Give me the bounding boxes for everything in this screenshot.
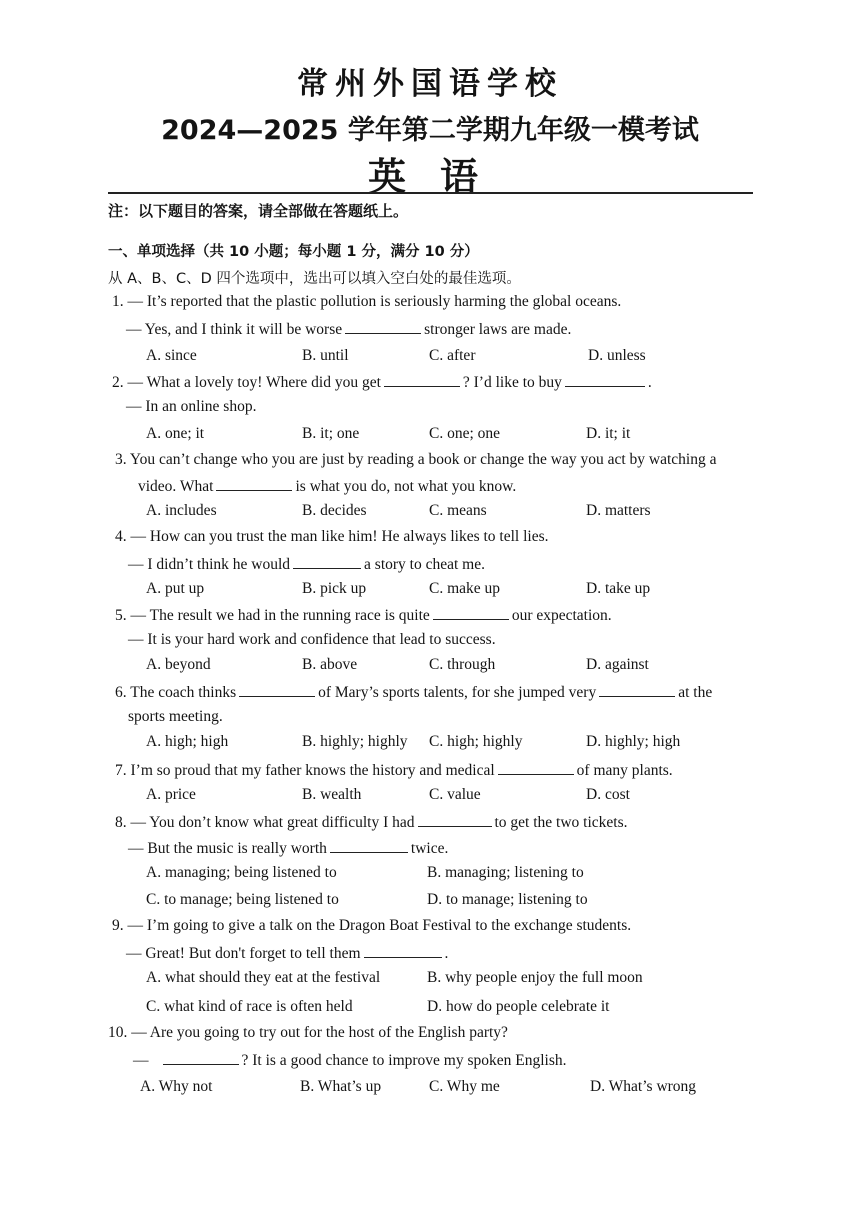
q4-stem: 4. — How can you trust the man like him! He always likes to tell lies.: [115, 528, 549, 545]
q6-stem-cont: sports meeting.: [128, 708, 223, 725]
q7-option-d: D. cost: [586, 786, 630, 803]
exam-title: 2024—2025 学年第二学期九年级一模考试: [161, 115, 699, 146]
q1-line1-text: 1. — It’s reported that the plastic pollution is seriously harming the global oceans.: [112, 293, 622, 310]
q8-line2-after: twice.: [410, 840, 449, 857]
q5-option-d: D. against: [586, 656, 649, 673]
q3-line2-after: is what you do, not what you know.: [295, 478, 517, 495]
q8-line1-text: 8. — You don’t know what great difficulty I had: [115, 814, 415, 831]
q4-option-b: B. pick up: [302, 580, 367, 597]
q10-line2-dash: —: [133, 1052, 149, 1069]
q8-line1-after: to get the two tickets.: [494, 814, 628, 831]
q7-stem: [115, 760, 673, 780]
q4-option-d: D. take up: [586, 580, 651, 597]
q5-line1-after: our expectation.: [511, 607, 612, 624]
q9-blank: [364, 943, 442, 958]
q7-option-b: B. wealth: [302, 786, 362, 803]
q6-option-d: D. highly; high: [586, 733, 681, 750]
q6-option-c: C. high; highly: [429, 733, 523, 750]
q5-line1-text: 5. — The result we had in the running race is quite: [115, 607, 430, 624]
q1-reply: [126, 319, 571, 339]
q6-blank-2: [599, 682, 675, 697]
q9-reply: [126, 943, 448, 963]
q6-line1-after: of Mary’s sports talents, for she jumped very: [318, 684, 597, 701]
q8-option-b: B. managing; listening to: [427, 864, 584, 881]
q10-option-d: D. What’s wrong: [590, 1078, 697, 1095]
q6-line1-text: 6. The coach thinks: [115, 684, 237, 701]
q3-stem-cont: [138, 476, 516, 496]
section-instruction: 从 A、B、C、D 四个选项中，选出可以填入空白处的最佳选项。: [108, 271, 521, 287]
q8-blank-2: [330, 838, 408, 853]
q3-line2-text: video. What: [138, 478, 214, 495]
q1-line2-after: stronger laws are made.: [424, 321, 572, 338]
q4-option-a: A. put up: [146, 580, 205, 597]
q5-option-a: A. beyond: [146, 656, 211, 673]
q8-stem: [115, 812, 628, 832]
q7-line1-text: 7. I’m so proud that my father knows the history and medical: [115, 762, 495, 779]
q2-stem: [112, 372, 652, 392]
q2-option-b: B. it; one: [302, 425, 360, 442]
q3-stem: 3. You can’t change who you are just by reading a book or change the way you act by watching a: [115, 451, 717, 468]
q2-reply: — In an online shop.: [126, 398, 257, 415]
q6-stem: [115, 682, 712, 702]
school-name: 常州外国语学校: [297, 66, 563, 102]
q4-line2-text: — I didn’t think he would: [128, 556, 291, 573]
q1-stem: [112, 293, 621, 311]
q9-option-b: B. why people enjoy the full moon: [427, 969, 643, 986]
q7-option-c: C. value: [429, 786, 481, 803]
q10-blank: [163, 1050, 239, 1065]
q1-line2-text: — Yes, and I think it will be worse: [126, 321, 343, 338]
answer-note: 注：以下题目的答案，请全部做在答题纸上。: [108, 202, 409, 220]
q1-option-b: B. until: [302, 347, 349, 364]
q5-reply: — It is your hard work and confidence that lead to success.: [128, 631, 496, 648]
q3-option-d: D. matters: [586, 502, 651, 519]
q7-line1-after: of many plants.: [576, 762, 673, 779]
q1-option-d: D. unless: [588, 347, 646, 364]
q4-reply: [128, 554, 485, 574]
q5-option-b: B. above: [302, 656, 358, 673]
q10-reply: [133, 1050, 567, 1070]
q2-option-c: C. one; one: [429, 425, 501, 442]
q9-stem: 9. — I’m going to give a talk on the Dragon Boat Festival to the exchange students.: [112, 917, 632, 934]
q2-line1-text: 2. — What a lovely toy! Where did you get: [112, 374, 381, 391]
q2-line1-end: .: [647, 374, 652, 391]
q10-option-a: A. Why not: [140, 1078, 213, 1095]
q1-option-a: A. since: [146, 347, 197, 364]
q4-blank: [293, 554, 361, 569]
q6-option-b: B. highly; highly: [302, 733, 408, 750]
q4-line2-after: a story to cheat me.: [364, 556, 485, 573]
q6-line1-end: at the: [678, 684, 713, 701]
q3-option-a: A. includes: [146, 502, 217, 519]
q9-line2-after: .: [444, 945, 449, 962]
q8-blank-1: [418, 812, 492, 827]
q10-option-c: C. Why me: [429, 1078, 500, 1095]
q2-line1-after: ? I’d like to buy: [462, 374, 562, 391]
q2-blank-1: [384, 372, 460, 387]
q5-blank: [433, 605, 509, 620]
subject-title: 英语: [367, 155, 512, 199]
q3-blank: [216, 476, 292, 491]
q8-reply: [128, 838, 448, 858]
q9-option-a: A. what should they eat at the festival: [146, 969, 381, 986]
q7-option-a: A. price: [146, 786, 196, 803]
q8-line2-text: — But the music is really worth: [128, 840, 327, 857]
q5-option-c: C. through: [429, 656, 496, 673]
q3-option-c: C. means: [429, 502, 487, 519]
q1-blank: [345, 319, 421, 334]
header-divider: [108, 192, 753, 194]
q7-blank: [498, 760, 574, 775]
q10-option-b: B. What’s up: [300, 1078, 382, 1095]
q3-option-b: B. decides: [302, 502, 367, 519]
q9-option-d: D. how do people celebrate it: [427, 998, 610, 1015]
q8-option-c: C. to manage; being listened to: [146, 891, 339, 908]
q10-line2-after: ? It is a good chance to improve my spoken English.: [241, 1052, 567, 1069]
q1-option-c: C. after: [429, 347, 476, 364]
q5-stem: [115, 605, 612, 625]
section-title: 一、单项选择（共 10 小题；每小题 1 分，满分 10 分）: [108, 244, 479, 260]
q8-option-d: D. to manage; listening to: [427, 891, 588, 908]
q6-blank-1: [239, 682, 315, 697]
q4-option-c: C. make up: [429, 580, 501, 597]
q2-blank-2: [565, 372, 645, 387]
q8-option-a: A. managing; being listened to: [146, 864, 337, 881]
q6-option-a: A. high; high: [146, 733, 229, 750]
q10-stem: 10. — Are you going to try out for the host of the English party?: [108, 1024, 508, 1041]
q9-line2-text: — Great! But don't forget to tell them: [126, 945, 361, 962]
q2-option-a: A. one; it: [146, 425, 205, 442]
q2-option-d: D. it; it: [586, 425, 631, 442]
q9-option-c: C. what kind of race is often held: [146, 998, 353, 1015]
